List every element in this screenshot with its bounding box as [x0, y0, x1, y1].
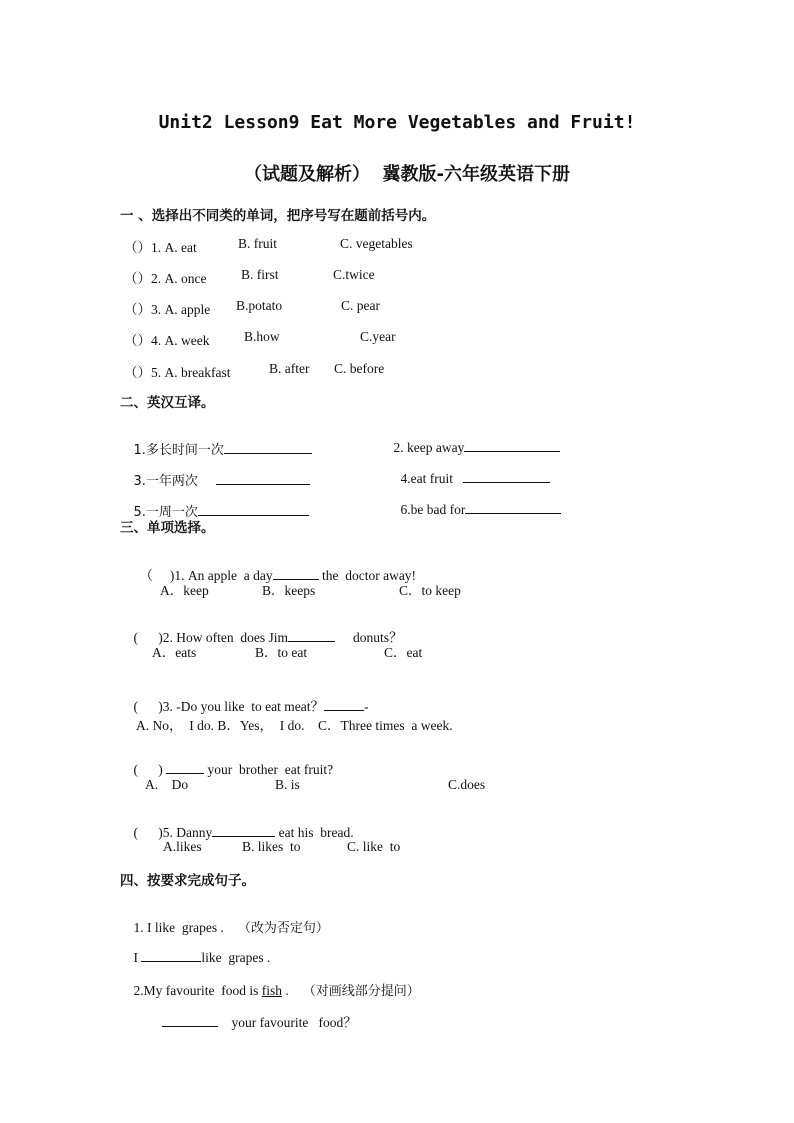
s4-q2-underlined-word: fish [261, 983, 282, 998]
s3-q2-option-a: A．eats [152, 645, 197, 660]
s1-item-2-stem: （）2. A. once [124, 271, 207, 286]
s4-q1-answer-post: like grapes . [201, 950, 271, 965]
s1-item-3-option-c: C. pear [341, 298, 380, 313]
s1-item-4-option-b: B.how [244, 329, 280, 344]
s2-item-2-text: 2. keep away [393, 440, 465, 455]
s3-q2-option-b: B．to eat [255, 645, 308, 660]
s3-q2-pre: ( )2. How often does Jim [133, 630, 288, 645]
s3-q1-post: the doctor away! [318, 568, 417, 583]
s3-q4-option-a: A. Do [145, 777, 189, 792]
answer-blank[interactable] [162, 1014, 218, 1027]
s1-item-1-option-b: B. fruit [238, 236, 277, 251]
s1-item-1-stem: （）1. A. eat [124, 240, 197, 255]
s1-item-1-option-c: C. vegetables [340, 236, 413, 251]
s3-q4-pre: ( ) [133, 762, 167, 777]
answer-blank[interactable] [212, 824, 275, 837]
s2-item-6 [387, 485, 561, 534]
s4-q2-pre: 2.My favourite food is [133, 983, 262, 998]
section-4-heading: 四、按要求完成句子。 [120, 873, 255, 889]
answer-blank[interactable] [324, 698, 364, 711]
s4-q1-text: 1. I like grapes . [133, 920, 224, 935]
s3-q5-option-b: B. likes to [242, 839, 301, 854]
s1-item-2-option-b: B. first [241, 267, 279, 282]
s3-q2-option-c: C．eat [384, 645, 423, 660]
answer-blank[interactable] [198, 503, 309, 516]
s4-q2-answer [148, 995, 357, 1047]
answer-blank[interactable] [224, 441, 312, 454]
section-3-heading: 三、单项选择。 [120, 520, 215, 536]
s4-q2-post: . [281, 983, 289, 998]
page-title: Unit2 Lesson9 Eat More Vegetables and Fruit! [158, 112, 636, 133]
s3-q3-post: - [363, 699, 369, 714]
s3-q4-post: your brother eat fruit? [204, 762, 334, 777]
s3-q5-option-a: A.likes [163, 839, 202, 854]
s1-item-2-option-c: C.twice [333, 267, 375, 282]
s3-q5-post: eat his bread. [275, 825, 354, 840]
answer-blank[interactable] [465, 501, 561, 514]
s1-item-5-stem: （）5. A. breakfast [124, 365, 231, 380]
section-2-heading: 二、英汉互译。 [120, 395, 215, 411]
s1-item-5-option-c: C. before [334, 361, 385, 376]
page-subtitle: （试题及解析） 冀教版-六年级英语下册 [243, 164, 570, 185]
section-1-heading: 一 、选择出不同类的单词，把序号写在题前括号内。 [120, 208, 436, 224]
s4-q1-note: （改为否定句） [237, 921, 329, 936]
s3-q1-option-a: A．keep [160, 583, 209, 598]
s4-q2-answer-post: your favourite food？ [231, 1015, 357, 1030]
s3-q4-option-b: B. is [275, 777, 300, 792]
s1-item-4-option-c: C.year [360, 329, 396, 344]
answer-blank[interactable] [464, 439, 560, 452]
answer-blank[interactable] [141, 949, 201, 962]
answer-blank[interactable] [216, 472, 310, 485]
s3-q3-options: A. No， I do. B．Yes， I do. C．Three times a week. [136, 718, 453, 733]
answer-blank[interactable] [166, 761, 204, 774]
s3-q2-post: donuts？ [352, 630, 403, 645]
s4-q1-answer-pre: I [133, 950, 142, 965]
s3-q5-option-c: C. like to [347, 839, 401, 854]
s1-item-5-option-b: B. after [269, 361, 310, 376]
s2-item-1-text: 1.多长时间一次 [133, 443, 224, 458]
s2-item-3-text: 3.一年两次 [133, 474, 198, 489]
s3-q1-option-b: B．keeps [262, 583, 316, 598]
s1-item-3-stem: （）3. A. apple [124, 302, 211, 317]
s3-q5-pre: ( )5. Danny [133, 825, 213, 840]
s1-item-3-option-b: B.potato [236, 298, 283, 313]
s3-q4-option-c: C.does [448, 777, 486, 792]
s2-item-6-text: 6.be bad for [400, 502, 466, 517]
s2-item-5-text: 5.一周一次 [133, 505, 198, 520]
s3-q3-pre: ( )3. -Do you like to eat meat？ [133, 699, 324, 714]
s4-q2-note: （对画线部分提问） [302, 984, 420, 999]
s3-q5 [120, 808, 354, 857]
s3-q1-pre: （ )1. An apple a day [139, 568, 273, 583]
s2-item-4-text: 4.eat fruit [400, 471, 453, 486]
s1-item-4-stem: （）4. A. week [124, 333, 210, 348]
s3-q1-option-c: C．to keep [399, 583, 461, 598]
answer-blank[interactable] [463, 470, 550, 483]
